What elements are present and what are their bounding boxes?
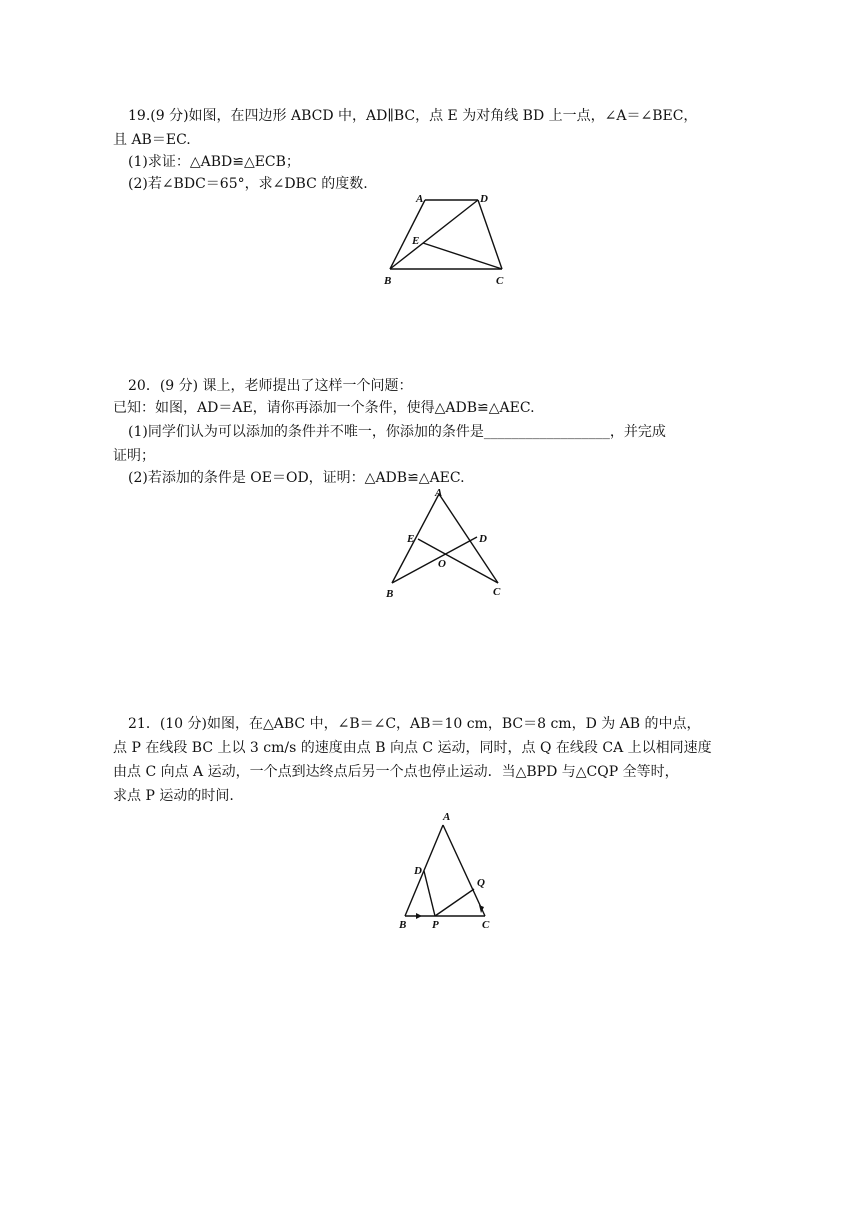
label-C: C	[493, 586, 501, 598]
q19-figure	[380, 190, 520, 290]
q19-part-1: (1)求证：△ABD≌△ECB；	[128, 154, 300, 170]
label-P: P	[432, 919, 439, 931]
label-D: D	[479, 533, 487, 545]
q20-part-1-cont: 证明；	[113, 448, 155, 464]
q21-figure	[390, 806, 500, 936]
label-Q: Q	[477, 877, 485, 889]
arrow-icon	[416, 913, 422, 919]
seg-PQ	[435, 889, 474, 916]
seg-AB	[390, 200, 425, 269]
label-E: E	[407, 533, 415, 545]
label-B: B	[399, 919, 407, 931]
seg-AC	[439, 494, 498, 583]
seg-EC	[418, 539, 498, 583]
label-A: A	[435, 487, 443, 499]
label-D: D	[414, 865, 422, 877]
q19-line-2: 且 AB＝EC.	[113, 132, 191, 148]
seg-AC	[443, 825, 485, 916]
label-C: C	[496, 275, 504, 287]
label-C: C	[482, 919, 490, 931]
q20-figure	[380, 482, 510, 602]
q21-line-2: 点 P 在线段 BC 上以 3 cm/s 的速度由点 B 向点 C 运动，同时，点 Q 在线段 CA 上以相同速度	[113, 740, 712, 756]
q19-line-1: 19.(9 分)如图，在四边形 ABCD 中，AD∥BC，点 E 为对角线 BD 上一点，∠A＝∠BEC，	[128, 108, 698, 124]
label-O: O	[438, 558, 446, 570]
label-D: D	[480, 193, 488, 205]
seg-AB	[405, 825, 443, 916]
q20-line-2: 已知：如图，AD＝AE，请你再添加一个条件，使得△ADB≌△AEC.	[113, 400, 535, 416]
seg-BD	[390, 200, 478, 269]
label-A: A	[443, 811, 451, 823]
label-A: A	[416, 193, 424, 205]
seg-EC	[423, 243, 502, 269]
seg-DC	[478, 200, 502, 269]
seg-DP	[424, 871, 435, 916]
label-B: B	[384, 275, 392, 287]
q20-line-1: 20．(9 分) 课上，老师提出了这样一个问题：	[128, 378, 413, 394]
label-B: B	[386, 588, 394, 600]
q20-part-2: (2)若添加的条件是 OE＝OD，证明：△ADB≌△AEC.	[128, 470, 465, 486]
q21-line-4: 求点 P 运动的时间.	[113, 788, 234, 804]
q19-part-2: (2)若∠BDC＝65°，求∠DBC 的度数.	[128, 176, 368, 192]
q20-part-1: (1)同学们认为可以添加的条件并不唯一，你添加的条件是__________________，并完成	[128, 424, 666, 440]
q21-line-3: 由点 C 向点 A 运动，一个点到达终点后另一个点也停止运动．当△BPD 与△CQP 全等时，	[113, 764, 679, 780]
q21-line-1: 21．(10 分)如图，在△ABC 中，∠B＝∠C，AB＝10 cm，BC＝8 cm，D 为 AB 的中点，	[128, 716, 701, 732]
label-E: E	[412, 235, 420, 247]
